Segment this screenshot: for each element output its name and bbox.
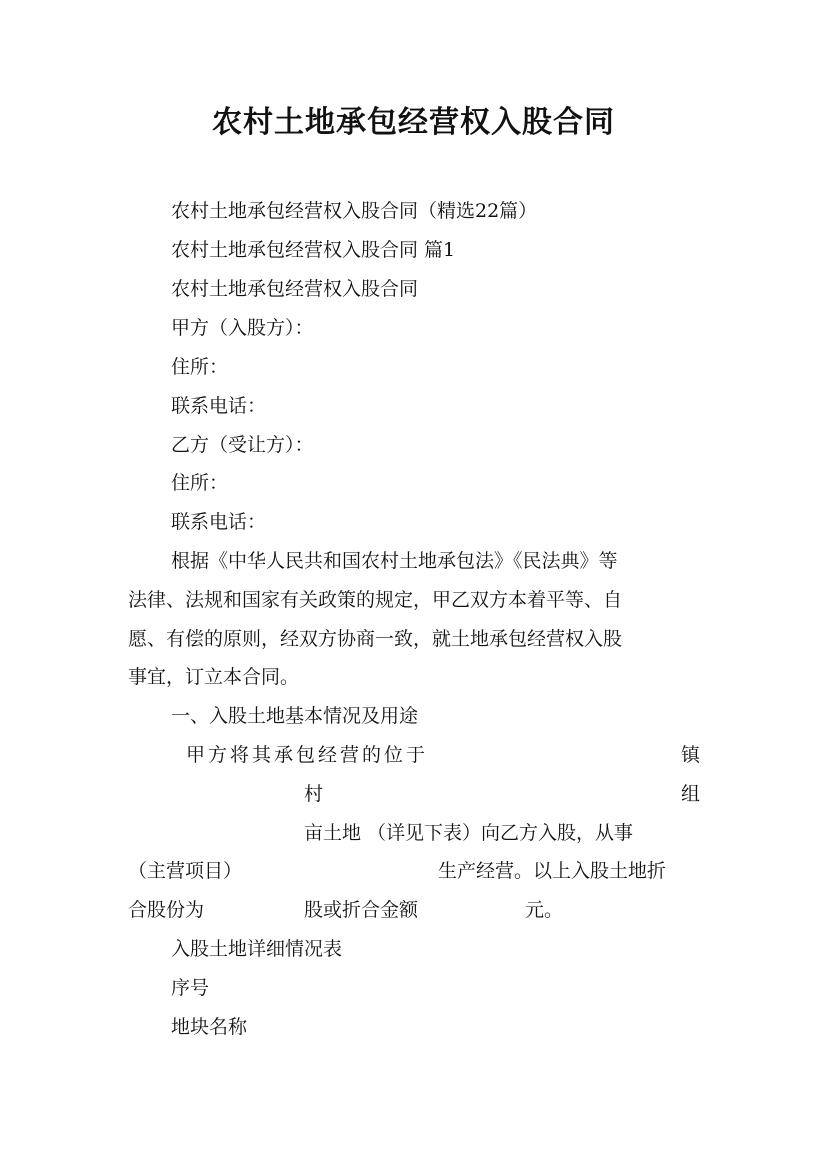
party-a-label: 甲方（入股方）：	[171, 317, 314, 339]
paragraph-line: 根据《中华人民共和国农村土地承包法》《民法典》等	[171, 550, 618, 572]
paragraph-line: 镇	[681, 744, 701, 766]
table-caption: 入股土地详细情况表	[171, 938, 343, 960]
table-header-cell: 地块名称	[171, 1016, 248, 1038]
paragraph-line: 事宜，订立本合同。	[128, 666, 300, 688]
paragraph-line: 股或折合金额	[304, 899, 419, 921]
party-a-address-label: 住所：	[171, 356, 229, 378]
contract-heading: 农村土地承包经营权入股合同	[171, 278, 419, 300]
paragraph-line: （主营项目）	[128, 860, 243, 882]
paragraph-line: 生产经营。以上入股土地折	[438, 860, 667, 882]
party-b-label: 乙方（受让方）：	[171, 434, 314, 456]
party-a-phone-label: 联系电话：	[171, 395, 267, 417]
paragraph-line: 愿、有偿的原则，经双方协商一致，就土地承包经营权入股	[128, 628, 623, 650]
subtitle-line: 农村土地承包经营权入股合同（精选22篇）	[171, 200, 538, 222]
paragraph-line: 甲方将其承包经营的位于	[186, 744, 429, 766]
paragraph-line: 亩土地 （详见下表）向乙方入股，从事	[304, 822, 634, 844]
section-heading: 农村土地承包经营权入股合同 篇1	[171, 239, 456, 261]
paragraph-line: 合股份为	[128, 899, 205, 921]
paragraph-line: 组	[681, 783, 701, 805]
document-title: 农村土地承包经营权入股合同	[212, 105, 615, 140]
paragraph-line: 村	[304, 783, 324, 805]
table-header-cell: 序号	[171, 977, 210, 999]
party-b-phone-label: 联系电话：	[171, 511, 267, 533]
party-b-address-label: 住所：	[171, 472, 229, 494]
paragraph-line: 元。	[525, 899, 564, 921]
clause-heading: 一、入股土地基本情况及用途	[171, 705, 419, 727]
paragraph-line: 法律、法规和国家有关政策的规定，甲乙双方本着平等、自	[128, 589, 623, 611]
